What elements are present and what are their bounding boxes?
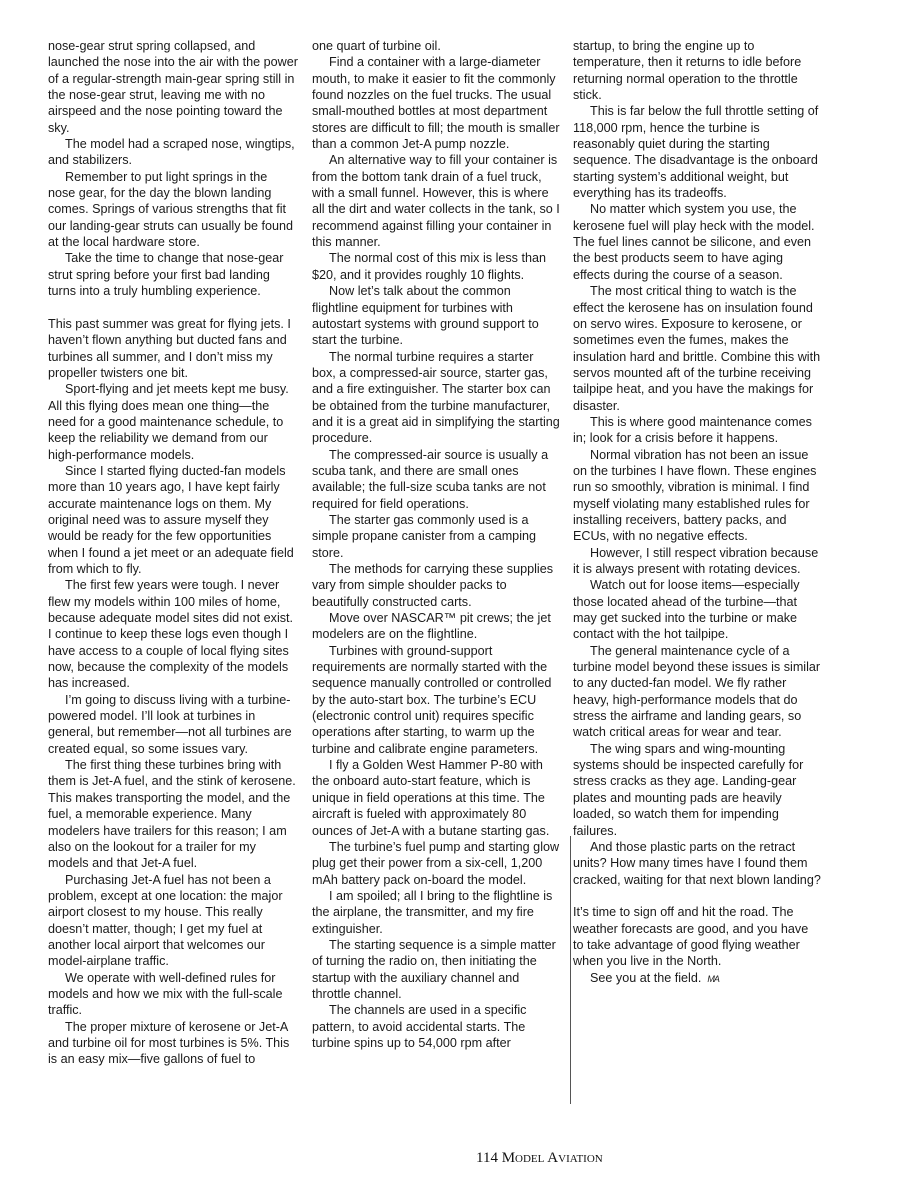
paragraph-text: The wing spars and wing-mounting systems should be inspected carefully for stress cracks as they age. Landing-gear plates and mounting pads are heavily loaded, so watch them for impending failures. xyxy=(573,741,804,838)
article-paragraph xyxy=(312,38,560,54)
article-paragraph xyxy=(48,872,298,970)
paragraph-text: The normal turbine requires a starter box, a compressed-air source, starter gas, and a fire extinguisher. The starter box can be obtained from the turbine manufacturer, and it is a great aid in simplifying the starting procedure. xyxy=(312,349,560,446)
article-paragraph xyxy=(573,904,821,969)
article-column-2 xyxy=(312,38,560,1051)
section-break xyxy=(48,300,298,316)
section-break xyxy=(573,888,821,904)
article-paragraph xyxy=(573,643,821,741)
article-paragraph xyxy=(573,577,821,642)
paragraph-text: An alternative way to fill your container is from the bottom tank drain of a fuel truck, with a small funnel. However, this is where all the dirt and water collects in the tank, so I recommend against filling your container in this manner. xyxy=(312,153,560,250)
article-paragraph xyxy=(48,250,298,299)
article-paragraph xyxy=(48,757,298,871)
article-paragraph xyxy=(573,38,821,103)
paragraph-text: The starter gas commonly used is a simple propane canister from a camping store. xyxy=(312,512,536,560)
paragraph-text: The most critical thing to watch is the effect the kerosene has on insulation found on servo wires. Exposure to kerosene, or sometimes even the fumes, makes the insulation hard and brittle. Combine this with servos mounted aft of the turbine receiving tailpipe heat, and you have the makings for disaster. xyxy=(573,284,821,413)
paragraph-text: Normal vibration has not been an issue on the turbines I have flown. These engines run so smoothly, vibration is minimal. I find myself violating many established rules for installing receivers, battery packs, and ECUs, with no negative effects. xyxy=(573,447,817,544)
article-paragraph xyxy=(312,937,560,1002)
article-column-1 xyxy=(48,38,298,1068)
paragraph-text: The turbine’s fuel pump and starting glow plug get their power from a six-cell, 1,200 mAh battery pack on-board the model. xyxy=(312,839,560,887)
paragraph-text: startup, to bring the engine up to temperature, then it returns to idle before returning normal operation to the throttle stick. xyxy=(573,39,802,103)
paragraph-text: I’m going to discuss living with a turbine-powered model. I’ll look at turbines in general, but remember—not all turbines are created equal, so some issues vary. xyxy=(48,692,292,756)
magazine-name: Model Aviation xyxy=(501,1150,603,1166)
article-paragraph xyxy=(312,250,560,283)
article-paragraph xyxy=(573,414,821,447)
paragraph-text: The proper mixture of kerosene or Jet-A and turbine oil for most turbines is 5%. This is an easy mix—five gallons of fuel to xyxy=(48,1019,290,1067)
paragraph-text: The normal cost of this mix is less than $20, and it provides roughly 10 flights. xyxy=(312,251,546,282)
article-paragraph xyxy=(312,888,560,937)
article-paragraph xyxy=(573,201,821,283)
paragraph-text: See you at the field. xyxy=(590,970,702,985)
article-paragraph xyxy=(312,610,560,643)
paragraph-text: The general maintenance cycle of a turbine model beyond these issues is similar to any ducted-fan model. We fly rather heavy, high-performance models that do stress the airframe and landing gears, so watch critical areas for wear and tear. xyxy=(573,643,821,740)
paragraph-text: The starting sequence is a simple matter of turning the radio on, then initiating the startup with the auxiliary channel and throttle channel. xyxy=(312,937,556,1001)
column-divider-rule xyxy=(570,836,571,1104)
article-paragraph xyxy=(312,1002,560,1051)
paragraph-text: Move over NASCAR™ pit crews; the jet modelers are on the flightline. xyxy=(312,611,551,642)
paragraph-text: I am spoiled; all I bring to the flightline is the airplane, the transmitter, and my fire extinguisher. xyxy=(312,888,553,936)
paragraph-text: The model had a scraped nose, wingtips, and stabilizers. xyxy=(48,137,295,168)
article-paragraph xyxy=(312,643,560,757)
article-paragraph xyxy=(312,839,560,888)
page-number: 114 xyxy=(476,1150,498,1166)
paragraph-text: The compressed-air source is usually a scuba tank, and there are small ones available; the full-size scuba tanks are not required for field operations. xyxy=(312,447,549,511)
article-paragraph xyxy=(312,283,560,348)
paragraph-text: Watch out for loose items—especially those located ahead of the turbine—that may get sucked into the turbine or make contact with the hot tailpipe. xyxy=(573,578,800,642)
article-paragraph xyxy=(573,103,821,201)
paragraph-text: This is where good maintenance comes in; look for a crisis before it happens. xyxy=(573,414,812,446)
paragraph-text: nose-gear strut spring collapsed, and launched the nose into the air with the power of a regular-strength main-gear spring still in the nose-gear strut, leaving me with no airspeed and the nose pointing toward the sky. xyxy=(48,39,298,135)
article-paragraph xyxy=(312,54,560,152)
paragraph-text: Purchasing Jet-A fuel has not been a problem, except at one location: the major airport closest to my house. This really doesn’t matter, though; I get my fuel at another local airport that welcomes our model-airplane traffic. xyxy=(48,872,283,969)
paragraph-text: Sport-flying and jet meets kept me busy. All this flying does mean one thing—the need for a good maintenance schedule, to keep the reliability we demand from our high-performance models. xyxy=(48,382,289,462)
article-paragraph xyxy=(48,692,298,757)
article-paragraph xyxy=(312,349,560,447)
article-paragraph xyxy=(48,316,298,381)
paragraph-text: No matter which system you use, the kerosene fuel will play heck with the model. The fuel lines cannot be silicone, and even the best products seem to have aging effects during the course of a season. xyxy=(573,202,815,282)
paragraph-text: I fly a Golden West Hammer P-80 with the onboard auto-start feature, which is unique in field operations at this time. The aircraft is fueled with approximately 80 ounces of Jet-A with a butane starting gas. xyxy=(312,758,550,838)
article-paragraph xyxy=(48,38,298,136)
article-paragraph xyxy=(48,169,298,251)
paragraph-text: Turbines with ground-support requirements are normally started with the sequence manually controlled or controlled by the auto-start box. The turbine’s ECU (electronic control unit) requires specific operations after starting, to warm up the turbine and calibrate engine parameters. xyxy=(312,643,552,756)
article-paragraph xyxy=(573,545,821,578)
article-paragraph xyxy=(573,839,821,888)
paragraph-text: one quart of turbine oil. xyxy=(312,39,441,53)
paragraph-text: Find a container with a large-diameter mouth, to make it easier to fit the commonly found nozzles on the fuel trucks. The usual small-mouthed bottles at most department stores are difficult to fill; the mouth is smaller than a common Jet-A pump nozzle. xyxy=(312,55,560,152)
article-paragraph xyxy=(312,512,560,561)
paragraph-text: Now let’s talk about the common flightline equipment for turbines with autostart systems with ground support to start the turbine. xyxy=(312,284,539,348)
article-paragraph xyxy=(573,741,821,839)
article-paragraph xyxy=(312,757,560,839)
paragraph-text: Since I started flying ducted-fan models more than 10 years ago, I have kept fairly accurate maintenance logs on them. My original need was to assure myself they would be ready for the few opportunities when I found a jet meet or an adequate field from which to fly. xyxy=(48,463,294,576)
article-paragraph xyxy=(312,152,560,250)
page-footer xyxy=(476,1150,603,1167)
paragraph-text: This past summer was great for flying jets. I haven’t flown anything but ducted fans and turbines all summer, and I don’t miss my propeller twisters one bit. xyxy=(48,316,291,380)
paragraph-text: The first thing these turbines bring with them is Jet-A fuel, and the stink of kerosene. This makes transporting the model, and the fuel, a memorable experience. Many modelers have trailers for this reason; I am also on the lookout for a trailer for my models and that Jet-A fuel. xyxy=(48,758,296,871)
article-column-3 xyxy=(573,38,821,987)
article-paragraph xyxy=(48,136,298,169)
article-paragraph xyxy=(573,970,821,987)
paragraph-text: It’s time to sign off and hit the road. The weather forecasts are good, and you have to take advantage of good flying weather when you live in the North. xyxy=(573,905,809,969)
article-paragraph xyxy=(48,381,298,463)
paragraph-text: Remember to put light springs in the nose gear, for the day the blown landing comes. Springs of various strengths that fit our landing-gear struts can usually be found at the local hardware store. xyxy=(48,169,294,250)
paragraph-text: This is far below the full throttle setting of 118,000 rpm, hence the turbine is reasonably quiet during the starting sequence. The disadvantage is the onboard starting system’s additional weight, but everything has its tradeoffs. xyxy=(573,104,819,201)
paragraph-text: Take the time to change that nose-gear strut spring before your first bad landing turns into a truly humbling experience. xyxy=(48,251,284,299)
article-paragraph xyxy=(48,463,298,577)
paragraph-text: However, I still respect vibration because it is always present with rotating devices. xyxy=(573,545,819,576)
article-paragraph xyxy=(573,447,821,545)
end-mark: MA xyxy=(707,973,719,984)
article-paragraph xyxy=(48,1019,298,1068)
paragraph-text: The channels are used in a specific pattern, to avoid accidental starts. The turbine spins up to 54,000 rpm after xyxy=(312,1003,527,1050)
article-paragraph xyxy=(312,447,560,512)
article-paragraph xyxy=(48,577,298,691)
article-paragraph xyxy=(312,561,560,610)
paragraph-text: We operate with well-defined rules for models and how we mix with the full-scale traffic. xyxy=(48,970,283,1018)
paragraph-text: And those plastic parts on the retract units? How many times have I found them cracked, waiting for that next blown landing? xyxy=(573,839,821,887)
paragraph-text: The first few years were tough. I never flew my models within 100 miles of home, because adequate model sites did not exist. I continue to keep these logs even though I have access to a couple of local flying sites now, because the complexity of the models has increased. xyxy=(48,578,294,691)
article-paragraph xyxy=(48,970,298,1019)
paragraph-text: The methods for carrying these supplies vary from simple shoulder packs to beautifully constructed carts. xyxy=(312,562,554,609)
article-paragraph xyxy=(573,283,821,414)
